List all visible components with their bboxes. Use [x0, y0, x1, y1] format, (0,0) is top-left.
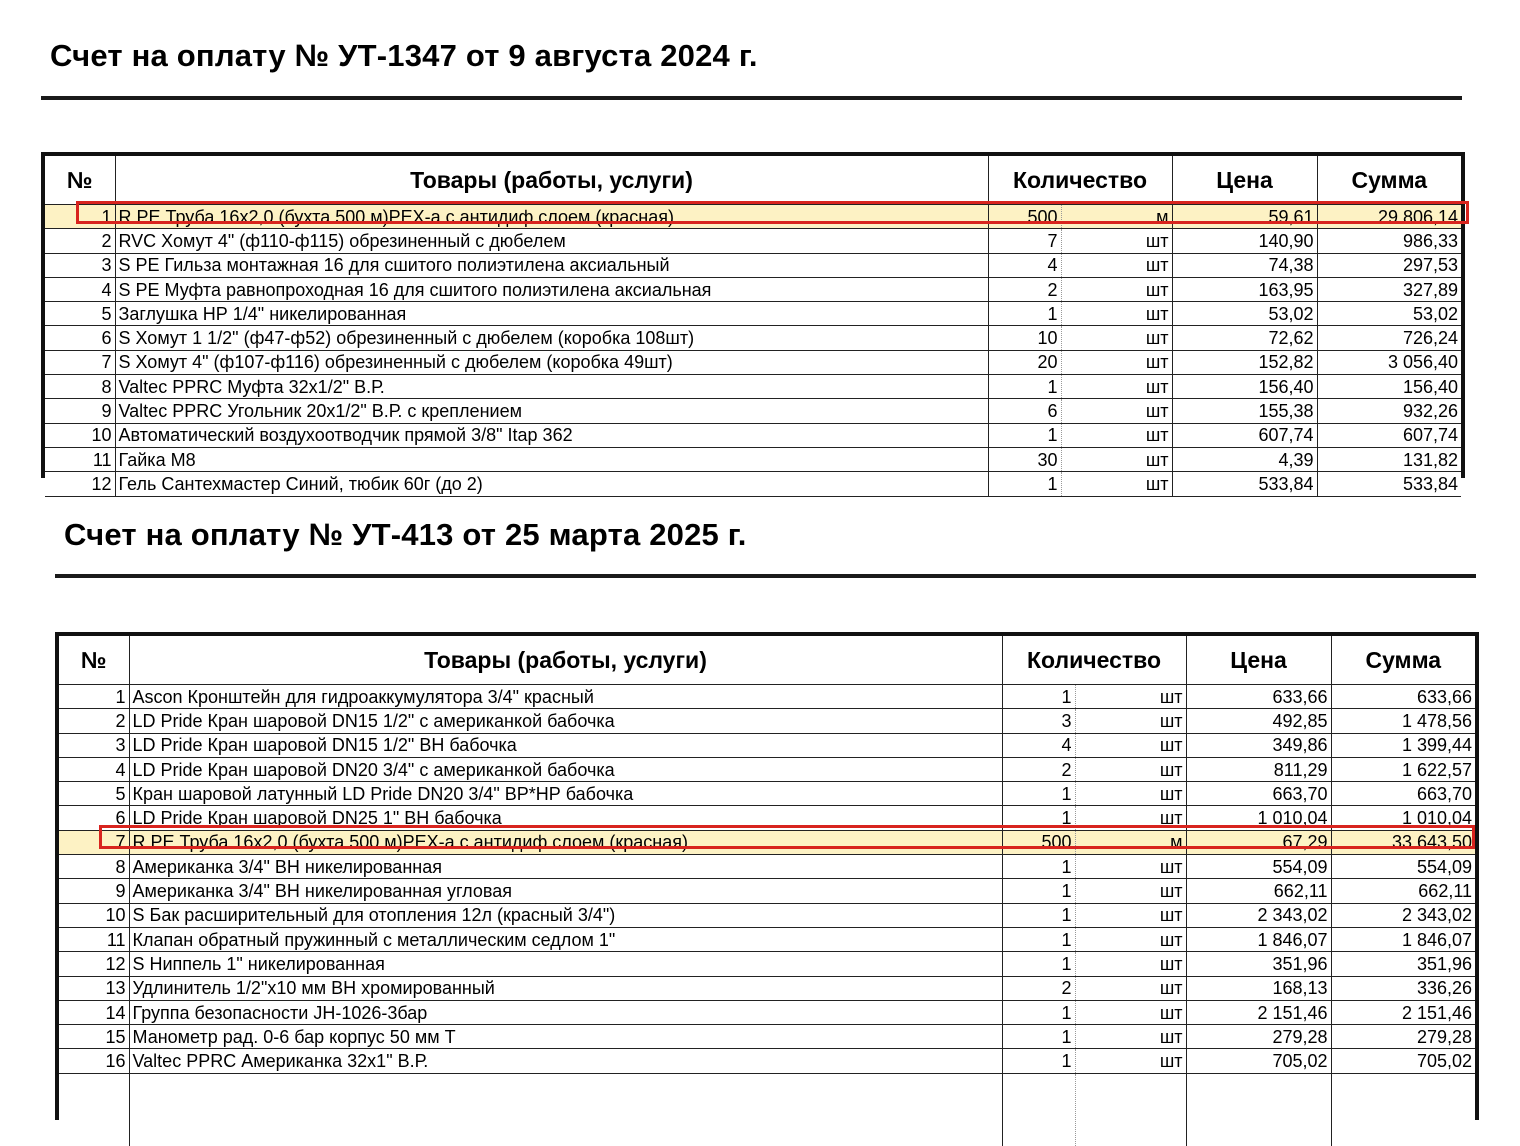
row-number: 4	[59, 757, 129, 781]
table-row	[59, 733, 1475, 757]
item-quantity: 2	[988, 277, 1061, 301]
item-price: 533,84	[1172, 472, 1317, 496]
item-name: LD Pride Кран шаровой DN20 3/4" с американкой бабочка	[129, 757, 1002, 781]
item-sum: 351,96	[1331, 952, 1475, 976]
col-header-num: №	[59, 636, 129, 685]
empty-cell	[129, 1073, 1002, 1146]
item-quantity: 20	[988, 350, 1061, 374]
item-name: LD Pride Кран шаровой DN15 1/2" с американкой бабочка	[129, 709, 1002, 733]
row-number: 16	[59, 1049, 129, 1073]
row-number: 15	[59, 1025, 129, 1049]
item-unit: шт	[1061, 472, 1172, 496]
item-sum: 29 806,14	[1317, 205, 1461, 229]
item-unit: м	[1061, 205, 1172, 229]
col-header-price: Цена	[1172, 156, 1317, 205]
invoice-2-header-row	[59, 636, 1475, 685]
table-row	[45, 447, 1461, 471]
item-quantity: 1	[1002, 782, 1075, 806]
item-unit: шт	[1075, 903, 1186, 927]
item-sum: 554,09	[1331, 855, 1475, 879]
col-header-sum: Сумма	[1331, 636, 1475, 685]
invoice-1-table	[45, 156, 1461, 497]
col-header-goods: Товары (работы, услуги)	[129, 636, 1002, 685]
row-number: 1	[59, 685, 129, 709]
item-sum: 1 399,44	[1331, 733, 1475, 757]
row-number: 9	[45, 399, 115, 423]
table-row	[59, 830, 1475, 854]
item-quantity: 6	[988, 399, 1061, 423]
item-name: Ascon Кронштейн для гидроаккумулятора 3/4" красный	[129, 685, 1002, 709]
invoice-2-rule	[55, 574, 1476, 578]
item-sum: 607,74	[1317, 423, 1461, 447]
item-name: Valtec PPRC Угольник 20х1/2" В.Р. с креплением	[115, 399, 988, 423]
row-number: 13	[59, 976, 129, 1000]
item-price: 2 343,02	[1186, 903, 1331, 927]
row-number: 14	[59, 1000, 129, 1024]
table-row	[59, 952, 1475, 976]
item-name: S PE Муфта равнопроходная 16 для сшитого полиэтилена аксиальная	[115, 277, 988, 301]
item-price: 705,02	[1186, 1049, 1331, 1073]
item-price: 74,38	[1172, 253, 1317, 277]
row-number: 3	[59, 733, 129, 757]
row-number: 4	[45, 277, 115, 301]
item-quantity: 1	[1002, 806, 1075, 830]
item-price: 633,66	[1186, 685, 1331, 709]
item-quantity: 1	[1002, 685, 1075, 709]
item-quantity: 1	[988, 375, 1061, 399]
item-name: Группа безопасности JH-1026-3бар	[129, 1000, 1002, 1024]
item-quantity: 1	[1002, 1025, 1075, 1049]
item-sum: 33 643,50	[1331, 830, 1475, 854]
empty-cell	[1186, 1073, 1331, 1146]
item-quantity: 1	[1002, 1049, 1075, 1073]
item-price: 168,13	[1186, 976, 1331, 1000]
item-sum: 1 846,07	[1331, 927, 1475, 951]
table-row	[45, 399, 1461, 423]
item-quantity: 2	[1002, 976, 1075, 1000]
item-sum: 297,53	[1317, 253, 1461, 277]
item-price: 2 151,46	[1186, 1000, 1331, 1024]
table-row	[59, 1025, 1475, 1049]
row-number: 10	[45, 423, 115, 447]
table-row	[59, 855, 1475, 879]
item-price: 351,96	[1186, 952, 1331, 976]
table-row	[45, 205, 1461, 229]
item-unit: шт	[1075, 1025, 1186, 1049]
item-name: S Хомут 4" (ф107-ф116) обрезиненный с дюбелем (коробка 49шт)	[115, 350, 988, 374]
col-header-goods: Товары (работы, услуги)	[115, 156, 988, 205]
invoice-2-table	[59, 636, 1475, 1146]
item-name: Заглушка НР 1/4" никелированная	[115, 302, 988, 326]
item-unit: шт	[1061, 399, 1172, 423]
empty-cell	[1331, 1073, 1475, 1146]
invoice-1-table-frame	[41, 152, 1465, 494]
item-unit: шт	[1061, 229, 1172, 253]
item-quantity: 1	[988, 302, 1061, 326]
item-name: LD Pride Кран шаровой DN25 1" ВН бабочка	[129, 806, 1002, 830]
item-price: 492,85	[1186, 709, 1331, 733]
row-number: 5	[45, 302, 115, 326]
item-name: Удлинитель 1/2"х10 мм ВН хромированный	[129, 976, 1002, 1000]
item-sum: 633,66	[1331, 685, 1475, 709]
item-sum: 726,24	[1317, 326, 1461, 350]
item-unit: м	[1075, 830, 1186, 854]
row-number: 8	[45, 375, 115, 399]
row-number: 2	[45, 229, 115, 253]
item-price: 152,82	[1172, 350, 1317, 374]
item-name: RVC Хомут 4" (ф110-ф115) обрезиненный с дюбелем	[115, 229, 988, 253]
table-row	[45, 472, 1461, 496]
item-name: S Бак расширительный для отопления 12л (красный 3/4")	[129, 903, 1002, 927]
item-quantity: 3	[1002, 709, 1075, 733]
row-number: 7	[45, 350, 115, 374]
item-price: 1 010,04	[1186, 806, 1331, 830]
item-quantity: 1	[988, 423, 1061, 447]
table-row	[59, 1049, 1475, 1073]
invoice-1-header-row	[45, 156, 1461, 205]
row-number: 8	[59, 855, 129, 879]
item-quantity: 7	[988, 229, 1061, 253]
table-row	[59, 709, 1475, 733]
col-header-qty: Количество	[1002, 636, 1186, 685]
table-row	[45, 423, 1461, 447]
invoice-1-body	[45, 205, 1461, 497]
item-sum: 131,82	[1317, 447, 1461, 471]
item-price: 607,74	[1172, 423, 1317, 447]
item-unit: шт	[1075, 855, 1186, 879]
item-name: Гель Сантехмастер Синий, тюбик 60г (до 2)	[115, 472, 988, 496]
item-quantity: 1	[1002, 903, 1075, 927]
item-sum: 2 151,46	[1331, 1000, 1475, 1024]
item-sum: 1 010,04	[1331, 806, 1475, 830]
item-unit: шт	[1061, 350, 1172, 374]
item-price: 1 846,07	[1186, 927, 1331, 951]
invoice-2-body	[59, 685, 1475, 1146]
item-price: 163,95	[1172, 277, 1317, 301]
row-number: 9	[59, 879, 129, 903]
row-number: 5	[59, 782, 129, 806]
item-unit: шт	[1075, 757, 1186, 781]
item-price: 155,38	[1172, 399, 1317, 423]
item-quantity: 1	[1002, 855, 1075, 879]
item-sum: 1 478,56	[1331, 709, 1475, 733]
item-quantity: 1	[1002, 879, 1075, 903]
table-row	[59, 685, 1475, 709]
item-quantity: 1	[988, 472, 1061, 496]
item-quantity: 30	[988, 447, 1061, 471]
invoice-1-rule	[41, 96, 1462, 100]
item-name: Американка 3/4" ВН никелированная угловая	[129, 879, 1002, 903]
empty-filler-row	[59, 1073, 1475, 1146]
item-quantity: 2	[1002, 757, 1075, 781]
item-price: 554,09	[1186, 855, 1331, 879]
item-name: LD Pride Кран шаровой DN15 1/2" ВН бабочка	[129, 733, 1002, 757]
item-unit: шт	[1075, 1049, 1186, 1073]
row-number: 1	[45, 205, 115, 229]
row-number: 12	[59, 952, 129, 976]
table-row	[59, 757, 1475, 781]
item-sum: 53,02	[1317, 302, 1461, 326]
table-row	[45, 326, 1461, 350]
item-sum: 662,11	[1331, 879, 1475, 903]
item-unit: шт	[1075, 927, 1186, 951]
item-sum: 327,89	[1317, 277, 1461, 301]
item-name: Автоматический воздухоотводчик прямой 3/8" Itap 362	[115, 423, 988, 447]
row-number: 3	[45, 253, 115, 277]
item-unit: шт	[1075, 1000, 1186, 1024]
item-sum: 663,70	[1331, 782, 1475, 806]
empty-cell	[1075, 1073, 1186, 1146]
row-number: 10	[59, 903, 129, 927]
item-unit: шт	[1075, 879, 1186, 903]
item-price: 662,11	[1186, 879, 1331, 903]
item-unit: шт	[1075, 952, 1186, 976]
item-price: 59,61	[1172, 205, 1317, 229]
item-unit: шт	[1061, 302, 1172, 326]
item-quantity: 4	[1002, 733, 1075, 757]
item-name: Valtec PPRC Муфта 32х1/2" В.Р.	[115, 375, 988, 399]
table-row	[59, 879, 1475, 903]
item-name: Кран шаровой латунный LD Pride DN20 3/4" ВР*НР бабочка	[129, 782, 1002, 806]
item-name: R PE Труба 16х2,0 (бухта 500 м)PEX-a с антидиф слоем (красная)	[115, 205, 988, 229]
item-price: 72,62	[1172, 326, 1317, 350]
item-name: Гайка М8	[115, 447, 988, 471]
row-number: 2	[59, 709, 129, 733]
empty-cell	[1002, 1073, 1075, 1146]
empty-cell	[59, 1073, 129, 1146]
table-row	[59, 903, 1475, 927]
row-number: 7	[59, 830, 129, 854]
item-quantity: 500	[1002, 830, 1075, 854]
row-number: 11	[59, 927, 129, 951]
item-price: 156,40	[1172, 375, 1317, 399]
item-price: 663,70	[1186, 782, 1331, 806]
col-header-price: Цена	[1186, 636, 1331, 685]
table-row	[45, 277, 1461, 301]
item-unit: шт	[1075, 976, 1186, 1000]
invoice-2-table-frame	[55, 632, 1479, 1120]
item-quantity: 10	[988, 326, 1061, 350]
item-unit: шт	[1061, 253, 1172, 277]
item-name: S PE Гильза монтажная 16 для сшитого полиэтилена аксиальный	[115, 253, 988, 277]
item-name: Американка 3/4" ВН никелированная	[129, 855, 1002, 879]
table-row	[59, 1000, 1475, 1024]
item-sum: 2 343,02	[1331, 903, 1475, 927]
invoice-2-title: Счет на оплату № УТ-413 от 25 марта 2025 г.	[64, 517, 747, 552]
col-header-sum: Сумма	[1317, 156, 1461, 205]
table-row	[45, 375, 1461, 399]
item-price: 4,39	[1172, 447, 1317, 471]
invoice-1-title: Счет на оплату № УТ-1347 от 9 августа 2024 г.	[50, 38, 758, 73]
item-name: R PE Труба 16х2,0 (бухта 500 м)PEX-a с антидиф слоем (красная)	[129, 830, 1002, 854]
item-quantity: 1	[1002, 927, 1075, 951]
item-name: S Ниппель 1" никелированная	[129, 952, 1002, 976]
item-quantity: 1	[1002, 952, 1075, 976]
item-price: 67,29	[1186, 830, 1331, 854]
item-sum: 156,40	[1317, 375, 1461, 399]
item-price: 140,90	[1172, 229, 1317, 253]
table-row	[59, 927, 1475, 951]
item-sum: 336,26	[1331, 976, 1475, 1000]
item-unit: шт	[1075, 806, 1186, 830]
item-quantity: 4	[988, 253, 1061, 277]
item-price: 279,28	[1186, 1025, 1331, 1049]
item-price: 349,86	[1186, 733, 1331, 757]
item-unit: шт	[1061, 423, 1172, 447]
item-name: Манометр рад. 0-6 бар корпус 50 мм Т	[129, 1025, 1002, 1049]
item-quantity: 1	[1002, 1000, 1075, 1024]
row-number: 12	[45, 472, 115, 496]
item-sum: 279,28	[1331, 1025, 1475, 1049]
item-name: Valtec PPRC Американка 32х1" В.Р.	[129, 1049, 1002, 1073]
table-row	[59, 782, 1475, 806]
item-price: 811,29	[1186, 757, 1331, 781]
item-name: Клапан обратный пружинный с металлическим седлом 1"	[129, 927, 1002, 951]
item-name: S Хомут 1 1/2" (ф47-ф52) обрезиненный с дюбелем (коробка 108шт)	[115, 326, 988, 350]
item-sum: 932,26	[1317, 399, 1461, 423]
item-unit: шт	[1061, 326, 1172, 350]
table-row	[59, 806, 1475, 830]
col-header-qty: Количество	[988, 156, 1172, 205]
item-unit: шт	[1061, 277, 1172, 301]
row-number: 6	[59, 806, 129, 830]
col-header-num: №	[45, 156, 115, 205]
item-unit: шт	[1061, 447, 1172, 471]
item-sum: 3 056,40	[1317, 350, 1461, 374]
table-row	[59, 976, 1475, 1000]
item-sum: 986,33	[1317, 229, 1461, 253]
item-unit: шт	[1075, 733, 1186, 757]
item-sum: 533,84	[1317, 472, 1461, 496]
row-number: 11	[45, 447, 115, 471]
item-sum: 705,02	[1331, 1049, 1475, 1073]
item-unit: шт	[1075, 782, 1186, 806]
item-quantity: 500	[988, 205, 1061, 229]
table-row	[45, 229, 1461, 253]
item-sum: 1 622,57	[1331, 757, 1475, 781]
table-row	[45, 302, 1461, 326]
row-number: 6	[45, 326, 115, 350]
table-row	[45, 350, 1461, 374]
table-row	[45, 253, 1461, 277]
item-price: 53,02	[1172, 302, 1317, 326]
item-unit: шт	[1075, 709, 1186, 733]
item-unit: шт	[1075, 685, 1186, 709]
item-unit: шт	[1061, 375, 1172, 399]
